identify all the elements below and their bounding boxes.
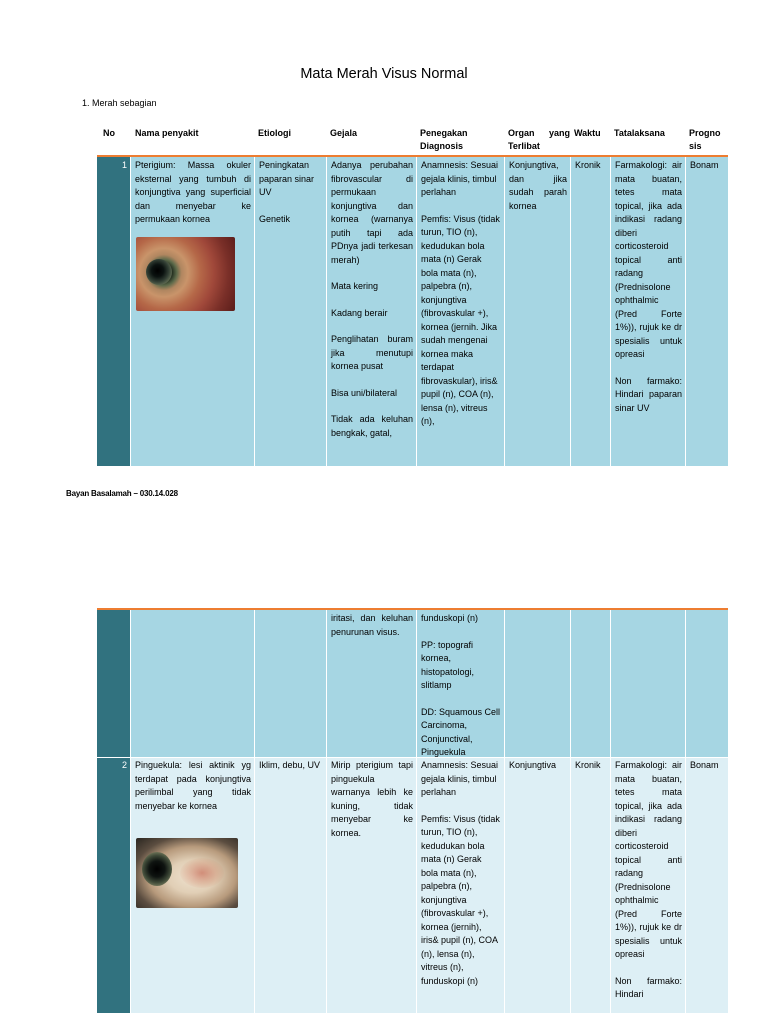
row1cont-diagnosis <box>416 610 504 757</box>
header-no: No <box>103 128 115 138</box>
row1cont-etiologi <box>254 610 326 757</box>
page-footer: Bayan Basalamah – 030.14.028 <box>66 489 178 498</box>
header-nama: Nama penyakit <box>135 128 199 138</box>
row1cont-organ <box>504 610 570 757</box>
row1-nama <box>130 157 254 466</box>
section-heading: 1. Merah sebagian <box>82 98 157 108</box>
header-prognosis: Progno sis <box>689 128 721 151</box>
row1-tata-1: Farmakologi: air mata buatan, tetes mata topical, jika ada indikasi radang diberi corticosteroid topical anti radang (Prednisolone ophthalmic (Pred Forte 1%)), rujuk ke dr spesialis untuk opreasi <box>615 160 682 359</box>
row1cont-prognosis <box>685 610 728 757</box>
row1-etiologi-2: Genetik <box>259 213 291 224</box>
row2-waktu: Kronik <box>570 757 610 1013</box>
row1-gejala-3: Kadang berair <box>331 307 388 318</box>
pterygium-eye-image <box>136 237 235 311</box>
row1-gejala <box>326 157 416 466</box>
row1cont-no <box>97 610 130 757</box>
row1cont-waktu <box>570 610 610 757</box>
row1-tata-2: Non farmako: Hindari paparan sinar UV <box>615 375 682 413</box>
row2-gejala: Mirip pterigium tapi pinguekula warnanya lebih ke kuning, tidak menyebar ke kornea. <box>326 757 416 1013</box>
row1-etiologi-1: Peningkatan paparan sinar UV <box>259 160 315 197</box>
row1-etiologi <box>254 157 326 466</box>
row2-tatalaksana <box>610 757 685 1013</box>
row1cont-diag-1: funduskopi (n) <box>421 613 479 623</box>
row1-no: 1 <box>97 157 130 466</box>
row1-diag-1: Anamnesis: Sesuai gejala klinis, timbul perlahan <box>421 160 499 197</box>
row1-waktu: Kronik <box>570 157 610 466</box>
header-organ: Organ yang Terlibat <box>508 128 570 151</box>
row-separator <box>97 757 728 758</box>
row1-gejala-5: Bisa uni/bilateral <box>331 387 398 398</box>
row2-nama-text: Pinguekula: lesi aktinik yg terdapat pada konjungtiva perilimbal yang tidak menyebar ke kornea <box>135 760 251 811</box>
header-tatalaksana: Tatalaksana <box>614 128 665 138</box>
row1cont-tatalaksana <box>610 610 685 757</box>
row2-tata-1: Farmakologi: air mata buatan, tetes mata topical, jika ada indikasi radang diberi corticosteroid topical anti radang (Prednisolone ophthalmic (Pred Forte 1%)), rujuk ke dr spesialis untuk opreasi <box>615 760 682 959</box>
header-waktu: Waktu <box>574 128 601 138</box>
row1-gejala-2: Mata kering <box>331 281 379 291</box>
row1-diagnosis <box>416 157 504 466</box>
header-diagnosis: Penegakan Diagnosis <box>420 128 468 151</box>
header-etiologi: Etiologi <box>258 128 291 138</box>
row2-prognosis: Bonam <box>685 757 728 1013</box>
row2-diag-2: Pemfis: Visus (tidak turun, TIO (n), kedudukan bola mata (n) Gerak bola mata (n), palpebra (n), konjungtiva (fibrovaskular +), kornea (jernih), iris& pupil (n), COA (n), lensa (n), vitreus (n), funduskopi (n) <box>421 813 500 986</box>
row1cont-nama <box>130 610 254 757</box>
header-gejala: Gejala <box>330 128 358 138</box>
row1-organ: Konjungtiva, dan jika sudah parah kornea <box>504 157 570 466</box>
row2-diagnosis <box>416 757 504 1013</box>
pinguecula-eye-image <box>136 838 238 908</box>
page-title: Mata Merah Visus Normal <box>300 66 468 82</box>
row1cont-diag-2: PP: topografi kornea, histopatologi, slitlamp <box>421 639 475 690</box>
row1-tatalaksana <box>610 157 685 466</box>
row1-nama-text: Pterigium: Massa okuler eksternal yang tumbuh di konjungtiva yang superficial dan menyebar ke permukaan kornea <box>135 160 251 224</box>
row1-diag-2: Pemfis: Visus (tidak turun, TIO (n), kedudukan bola mata (n) Gerak bola mata (n), palpebra (n), konjungtiva (fibrovaskular +), kornea (jernih. Jika sudah mengenai kornea maka terdapat fibrovaskular), iris& pupil (n), COA (n), lensa (n), vitreus (n), <box>421 213 500 426</box>
row2-etiologi: Iklim, debu, UV <box>254 757 326 1013</box>
row1-prognosis: Bonam <box>685 157 728 466</box>
row2-tata-2: Non farmako: Hindari <box>615 975 682 999</box>
row2-organ: Konjungtiva <box>504 757 570 1013</box>
row1-gejala-6: Tidak ada keluhan bengkak, gatal, <box>331 414 413 438</box>
row2-no: 2 <box>97 757 130 1013</box>
row1cont-diag-3: DD: Squamous Cell Carcinoma, Conjunctival, Pinguekula <box>421 706 501 757</box>
row1cont-gejala: iritasi, dan keluhan penurunan visus. <box>326 610 416 757</box>
row1-gejala-4: Penglihatan buram jika menutupi kornea pusat <box>331 334 413 371</box>
row1-gejala-1: Adanya perubahan fibrovascular di permukaan konjungtiva dan kornea (warnanya putih tapi ada PDnya jadi terkesan merah) <box>331 160 413 265</box>
row2-diag-1: Anamnesis: Sesuai gejala klinis, timbul perlahan <box>421 760 499 797</box>
